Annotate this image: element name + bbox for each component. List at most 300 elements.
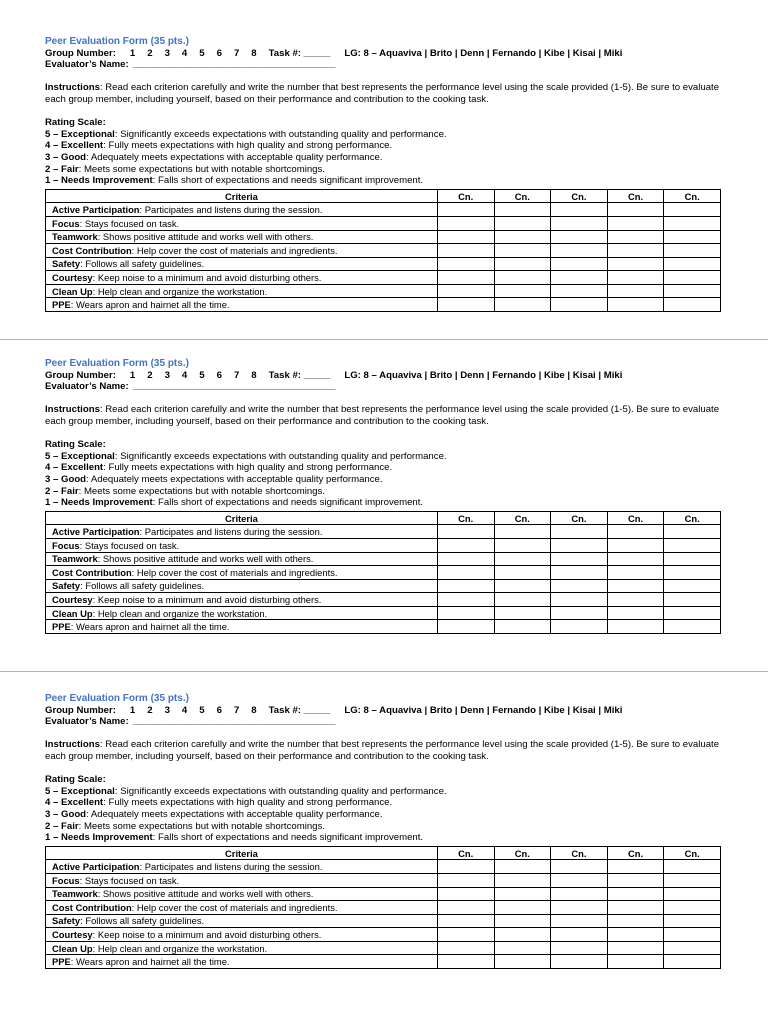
criterion-description: : Keep noise to a minimum and avoid disturbing others.	[92, 272, 322, 284]
criterion-cell	[46, 257, 438, 271]
criterion-label: Safety	[52, 580, 81, 592]
score-cell[interactable]	[607, 593, 664, 607]
table-header-row	[46, 846, 721, 860]
group-number-option[interactable]: 8	[251, 704, 257, 716]
evaluator-label: Evaluator’s Name:	[45, 59, 129, 71]
group-number-option[interactable]: 4	[181, 369, 188, 381]
evaluator-name-field[interactable]: ______________________________________	[132, 381, 336, 393]
table-row	[46, 941, 721, 955]
score-cell[interactable]	[607, 257, 664, 271]
group-number-option[interactable]: 3	[164, 369, 170, 381]
score-cell[interactable]	[664, 525, 721, 539]
score-cell[interactable]	[607, 941, 664, 955]
rating-scale-title: Rating Scale:	[45, 774, 106, 786]
rating-description: : Adequately meets expectations with acceptable quality performance.	[86, 808, 383, 820]
criterion-description: : Follows all safety guidelines.	[80, 915, 205, 927]
rating-scale-title: Rating Scale:	[45, 439, 106, 451]
score-cell[interactable]	[607, 244, 664, 258]
criterion-cell	[46, 941, 438, 955]
evaluator-line	[45, 59, 721, 71]
criterion-description: : Help clean and organize the workstation.	[92, 942, 268, 954]
criterion-cell	[46, 244, 438, 258]
rating-label: 4 – Excellent	[45, 140, 104, 152]
group-number-option[interactable]: 7	[233, 369, 240, 381]
score-cell[interactable]	[437, 901, 494, 915]
instructions-label: Instructions	[45, 82, 100, 94]
instructions	[45, 739, 721, 762]
score-cell[interactable]	[551, 538, 608, 552]
score-cell[interactable]	[494, 552, 551, 566]
table-row	[46, 298, 721, 312]
member-column-header: Cn.	[437, 511, 494, 525]
group-number-label: Group Number:	[45, 369, 116, 381]
score-cell[interactable]	[551, 216, 608, 230]
score-cell[interactable]	[664, 216, 721, 230]
group-number-line	[45, 48, 721, 60]
score-cell[interactable]	[607, 538, 664, 552]
group-number-option[interactable]: 2	[147, 369, 153, 381]
member-column-header: Cn.	[551, 846, 608, 860]
criterion-description: : Follows all safety guidelines.	[80, 258, 205, 270]
score-cell[interactable]	[494, 271, 551, 285]
score-cell[interactable]	[664, 257, 721, 271]
score-cell[interactable]	[494, 606, 551, 620]
score-cell[interactable]	[607, 230, 664, 244]
instructions-text: : Read each criterion carefully and write the number that best represents the performance level using the scale provided (1-5). Be sure to evaluate each group member, including yourself, based on their performance and contribution to the cooking task.	[45, 82, 720, 105]
score-cell[interactable]	[494, 928, 551, 942]
score-cell[interactable]	[607, 620, 664, 634]
criterion-description: : Stays focused on task.	[79, 539, 180, 551]
member-column-header: Cn.	[664, 511, 721, 525]
score-cell[interactable]	[607, 298, 664, 312]
score-cell[interactable]	[437, 552, 494, 566]
score-cell[interactable]	[494, 538, 551, 552]
criterion-description: : Participates and listens during the session.	[139, 861, 323, 873]
rating-description: : Meets some expectations but with notable shortcomings.	[78, 820, 325, 832]
score-cell[interactable]	[437, 566, 494, 580]
score-cell[interactable]	[664, 620, 721, 634]
score-cell[interactable]	[551, 887, 608, 901]
evaluator-line	[45, 381, 721, 393]
score-cell[interactable]	[607, 216, 664, 230]
group-number-option[interactable]: 8	[251, 369, 257, 381]
score-cell[interactable]	[494, 579, 551, 593]
instructions-label: Instructions	[45, 739, 100, 751]
evaluator-label: Evaluator’s Name:	[45, 381, 129, 393]
score-cell[interactable]	[494, 298, 551, 312]
task-label: Task #: _____	[268, 369, 331, 381]
criterion-label: PPE	[52, 299, 71, 311]
member-column-header: Cn.	[437, 189, 494, 203]
member-column-header: Cn.	[664, 189, 721, 203]
score-cell[interactable]	[437, 203, 494, 217]
score-cell[interactable]	[494, 284, 551, 298]
criteria-header: Criteria	[46, 846, 438, 860]
score-cell[interactable]	[607, 284, 664, 298]
table-row	[46, 257, 721, 271]
score-cell[interactable]	[494, 244, 551, 258]
criterion-cell	[46, 620, 438, 634]
score-cell[interactable]	[494, 230, 551, 244]
table-row	[46, 230, 721, 244]
peer-evaluation-form	[45, 36, 721, 312]
criterion-label: Teamwork	[52, 888, 98, 900]
criterion-description: : Keep noise to a minimum and avoid disturbing others.	[92, 594, 322, 606]
peer-evaluation-form	[45, 693, 721, 969]
rating-item	[45, 164, 721, 176]
rating-scale-title: Rating Scale:	[45, 117, 106, 129]
member-column-header: Cn.	[551, 189, 608, 203]
score-cell[interactable]	[437, 593, 494, 607]
rating-item	[45, 797, 721, 809]
table-row	[46, 216, 721, 230]
score-cell[interactable]	[551, 244, 608, 258]
rating-description: : Fully meets expectations with high quality and strong performance.	[103, 797, 393, 809]
score-cell[interactable]	[664, 887, 721, 901]
group-number-option[interactable]: 6	[216, 47, 222, 59]
score-cell[interactable]	[437, 873, 494, 887]
score-cell[interactable]	[664, 284, 721, 298]
instructions-label: Instructions	[45, 404, 100, 416]
score-cell[interactable]	[494, 620, 551, 634]
group-number-option[interactable]: 1	[129, 369, 136, 381]
criterion-cell	[46, 216, 438, 230]
group-number-option[interactable]: 8	[251, 47, 257, 59]
score-cell[interactable]	[664, 901, 721, 915]
table-header-row	[46, 511, 721, 525]
score-cell[interactable]	[551, 860, 608, 874]
score-cell[interactable]	[551, 230, 608, 244]
criterion-cell	[46, 928, 438, 942]
table-row	[46, 203, 721, 217]
divider-1	[0, 339, 768, 340]
criterion-cell	[46, 887, 438, 901]
criterion-label: Teamwork	[52, 553, 98, 565]
score-cell[interactable]	[437, 579, 494, 593]
score-cell[interactable]	[551, 525, 608, 539]
group-number-option[interactable]: 4	[181, 47, 188, 59]
table-row	[46, 928, 721, 942]
criterion-cell	[46, 579, 438, 593]
score-cell[interactable]	[494, 566, 551, 580]
score-cell[interactable]	[607, 901, 664, 915]
rating-scale-list	[45, 786, 721, 844]
score-cell[interactable]	[437, 525, 494, 539]
rating-description: : Falls short of expectations and needs significant improvement.	[152, 497, 424, 509]
score-cell[interactable]	[551, 928, 608, 942]
score-cell[interactable]	[607, 271, 664, 285]
score-cell[interactable]	[494, 257, 551, 271]
score-cell[interactable]	[551, 873, 608, 887]
score-cell[interactable]	[494, 955, 551, 969]
rating-label: 4 – Excellent	[45, 462, 104, 474]
criterion-description: : Help cover the cost of materials and ingredients.	[131, 244, 338, 256]
member-column-header: Cn.	[664, 846, 721, 860]
rating-item	[45, 497, 721, 509]
rating-label: 1 – Needs Improvement	[45, 175, 153, 187]
instructions-text: : Read each criterion carefully and write the number that best represents the performance level using the scale provided (1-5). Be sure to evaluate each group member, including yourself, based on their performance and contribution to the cooking task.	[45, 739, 720, 762]
score-cell[interactable]	[437, 538, 494, 552]
table-row	[46, 538, 721, 552]
group-number-option[interactable]: 5	[199, 369, 205, 381]
group-number-option[interactable]: 6	[216, 369, 222, 381]
rating-scale-list	[45, 129, 721, 187]
rating-label: 2 – Fair	[45, 485, 79, 497]
form-title: Peer Evaluation Form (35 pts.)	[45, 36, 189, 47]
score-cell[interactable]	[437, 271, 494, 285]
criterion-description: : Help cover the cost of materials and ingredients.	[131, 901, 338, 913]
score-cell[interactable]	[551, 271, 608, 285]
group-number-option[interactable]: 1	[129, 704, 136, 716]
criterion-label: PPE	[52, 621, 71, 633]
criterion-label: Safety	[52, 915, 81, 927]
score-cell[interactable]	[494, 203, 551, 217]
criterion-label: PPE	[52, 956, 71, 968]
criterion-description: : Stays focused on task.	[79, 874, 180, 886]
criterion-description: : Help cover the cost of materials and ingredients.	[131, 566, 338, 578]
table-row	[46, 593, 721, 607]
score-cell[interactable]	[437, 244, 494, 258]
score-cell[interactable]	[551, 941, 608, 955]
member-column-header: Cn.	[607, 189, 664, 203]
score-cell[interactable]	[494, 525, 551, 539]
criterion-description: : Follows all safety guidelines.	[80, 580, 205, 592]
score-cell[interactable]	[551, 298, 608, 312]
criterion-cell	[46, 298, 438, 312]
score-cell[interactable]	[607, 606, 664, 620]
form-title: Peer Evaluation Form (35 pts.)	[45, 693, 189, 704]
criterion-label: Focus	[52, 539, 80, 551]
group-number-option[interactable]: 2	[147, 704, 153, 716]
task-label: Task #: _____	[268, 47, 331, 59]
evaluator-label: Evaluator’s Name:	[45, 716, 129, 728]
member-column-header: Cn.	[551, 511, 608, 525]
group-number-option[interactable]: 3	[164, 704, 170, 716]
rating-label: 5 – Exceptional	[45, 128, 115, 140]
rating-label: 3 – Good	[45, 808, 87, 820]
group-number-option[interactable]: 1	[129, 47, 136, 59]
criterion-cell	[46, 860, 438, 874]
group-number-label: Group Number:	[45, 47, 116, 59]
table-header-row	[46, 189, 721, 203]
instructions-text: : Read each criterion carefully and write the number that best represents the performance level using the scale provided (1-5). Be sure to evaluate each group member, including yourself, based on their performance and contribution to the cooking task.	[45, 404, 720, 427]
score-cell[interactable]	[664, 593, 721, 607]
criterion-description: : Shows positive attitude and works well with others.	[97, 231, 314, 243]
score-cell[interactable]	[607, 203, 664, 217]
evaluation-table	[45, 846, 721, 969]
score-cell[interactable]	[437, 257, 494, 271]
rating-item	[45, 462, 721, 474]
score-cell[interactable]	[607, 566, 664, 580]
score-cell[interactable]	[664, 298, 721, 312]
criterion-label: Active Participation	[52, 204, 140, 216]
score-cell[interactable]	[494, 901, 551, 915]
rating-description: : Fully meets expectations with high quality and strong performance.	[103, 140, 393, 152]
lg-members: LG: 8 – Aquaviva | Brito | Denn | Fernando | Kibe | Kisai | Miki	[344, 47, 623, 59]
score-cell[interactable]	[607, 525, 664, 539]
score-cell[interactable]	[607, 955, 664, 969]
table-row	[46, 525, 721, 539]
evaluator-name-field[interactable]: ______________________________________	[132, 716, 336, 728]
group-number-line	[45, 370, 721, 382]
score-cell[interactable]	[494, 593, 551, 607]
score-cell[interactable]	[664, 566, 721, 580]
rating-item	[45, 809, 721, 821]
criterion-label: Teamwork	[52, 231, 98, 243]
score-cell[interactable]	[551, 955, 608, 969]
criterion-description: : Stays focused on task.	[79, 217, 180, 229]
criterion-cell	[46, 901, 438, 915]
score-cell[interactable]	[664, 860, 721, 874]
rating-description: : Falls short of expectations and needs significant improvement.	[152, 832, 424, 844]
criterion-label: Active Participation	[52, 526, 140, 538]
table-row	[46, 271, 721, 285]
score-cell[interactable]	[437, 620, 494, 634]
rating-description: : Significantly exceeds expectations with outstanding quality and performance.	[114, 450, 447, 462]
group-number-label: Group Number:	[45, 704, 116, 716]
criterion-cell	[46, 538, 438, 552]
score-cell[interactable]	[437, 860, 494, 874]
score-cell[interactable]	[551, 566, 608, 580]
criterion-label: Active Participation	[52, 861, 140, 873]
rating-description: : Significantly exceeds expectations with outstanding quality and performance.	[114, 128, 447, 140]
rating-item	[45, 152, 721, 164]
score-cell[interactable]	[494, 887, 551, 901]
criterion-description: : Participates and listens during the session.	[139, 526, 323, 538]
score-cell[interactable]	[437, 941, 494, 955]
criterion-cell	[46, 593, 438, 607]
score-cell[interactable]	[664, 271, 721, 285]
score-cell[interactable]	[607, 579, 664, 593]
score-cell[interactable]	[437, 887, 494, 901]
score-cell[interactable]	[607, 914, 664, 928]
member-column-header: Cn.	[607, 846, 664, 860]
score-cell[interactable]	[494, 873, 551, 887]
lg-members: LG: 8 – Aquaviva | Brito | Denn | Fernando | Kibe | Kisai | Miki	[344, 704, 623, 716]
table-row	[46, 552, 721, 566]
score-cell[interactable]	[551, 257, 608, 271]
rating-description: : Meets some expectations but with notable shortcomings.	[78, 485, 325, 497]
criteria-header: Criteria	[46, 189, 438, 203]
evaluator-name-field[interactable]: ______________________________________	[132, 59, 336, 71]
group-number-option[interactable]: 5	[199, 704, 205, 716]
score-cell[interactable]	[664, 606, 721, 620]
score-cell[interactable]	[551, 606, 608, 620]
score-cell[interactable]	[607, 873, 664, 887]
criterion-cell	[46, 525, 438, 539]
score-cell[interactable]	[551, 620, 608, 634]
rating-item	[45, 451, 721, 463]
score-cell[interactable]	[664, 552, 721, 566]
group-number-option[interactable]: 7	[233, 704, 240, 716]
score-cell[interactable]	[551, 552, 608, 566]
group-number-options	[130, 48, 269, 59]
table-row	[46, 860, 721, 874]
criterion-cell	[46, 566, 438, 580]
score-cell[interactable]	[664, 230, 721, 244]
table-row	[46, 620, 721, 634]
criterion-label: Safety	[52, 258, 81, 270]
score-cell[interactable]	[607, 928, 664, 942]
rating-label: 5 – Exceptional	[45, 450, 115, 462]
group-number-option[interactable]: 7	[233, 47, 240, 59]
criterion-cell	[46, 914, 438, 928]
score-cell[interactable]	[551, 901, 608, 915]
score-cell[interactable]	[437, 955, 494, 969]
score-cell[interactable]	[437, 928, 494, 942]
score-cell[interactable]	[551, 914, 608, 928]
score-cell[interactable]	[551, 579, 608, 593]
score-cell[interactable]	[494, 860, 551, 874]
score-cell[interactable]	[494, 941, 551, 955]
score-cell[interactable]	[664, 914, 721, 928]
evaluation-table	[45, 189, 721, 312]
score-cell[interactable]	[664, 579, 721, 593]
score-cell[interactable]	[664, 928, 721, 942]
score-cell[interactable]	[494, 216, 551, 230]
table-row	[46, 955, 721, 969]
score-cell[interactable]	[437, 284, 494, 298]
criterion-cell	[46, 873, 438, 887]
criterion-label: Courtesy	[52, 929, 93, 941]
criterion-description: : Shows positive attitude and works well with others.	[97, 553, 314, 565]
rating-item	[45, 832, 721, 844]
criteria-header: Criteria	[46, 511, 438, 525]
criterion-label: Focus	[52, 217, 80, 229]
table-row	[46, 244, 721, 258]
score-cell[interactable]	[607, 552, 664, 566]
lg-members: LG: 8 – Aquaviva | Brito | Denn | Fernando | Kibe | Kisai | Miki	[344, 369, 623, 381]
rating-description: : Falls short of expectations and needs significant improvement.	[152, 175, 424, 187]
score-cell[interactable]	[664, 941, 721, 955]
rating-item	[45, 786, 721, 798]
score-cell[interactable]	[551, 203, 608, 217]
score-cell[interactable]	[664, 203, 721, 217]
score-cell[interactable]	[437, 298, 494, 312]
score-cell[interactable]	[551, 284, 608, 298]
score-cell[interactable]	[551, 593, 608, 607]
member-column-header: Cn.	[607, 511, 664, 525]
rating-label: 2 – Fair	[45, 820, 79, 832]
score-cell[interactable]	[494, 914, 551, 928]
score-cell[interactable]	[437, 216, 494, 230]
group-number-option[interactable]: 4	[181, 704, 188, 716]
score-cell[interactable]	[664, 538, 721, 552]
rating-item	[45, 140, 721, 152]
criterion-label: Clean Up	[52, 607, 93, 619]
rating-item	[45, 474, 721, 486]
score-cell[interactable]	[607, 860, 664, 874]
score-cell[interactable]	[664, 955, 721, 969]
score-cell[interactable]	[437, 914, 494, 928]
rating-label: 2 – Fair	[45, 163, 79, 175]
criterion-label: Clean Up	[52, 285, 93, 297]
group-number-option[interactable]: 5	[199, 47, 205, 59]
score-cell[interactable]	[607, 887, 664, 901]
score-cell[interactable]	[437, 230, 494, 244]
member-column-header: Cn.	[437, 846, 494, 860]
criterion-label: Cost Contribution	[52, 901, 132, 913]
score-cell[interactable]	[437, 606, 494, 620]
group-number-option[interactable]: 2	[147, 47, 153, 59]
rating-description: : Significantly exceeds expectations with outstanding quality and performance.	[114, 785, 447, 797]
score-cell[interactable]	[664, 244, 721, 258]
group-number-option[interactable]: 6	[216, 704, 222, 716]
table-row	[46, 284, 721, 298]
score-cell[interactable]	[664, 873, 721, 887]
criterion-description: : Wears apron and hairnet all the time.	[70, 299, 230, 311]
group-number-option[interactable]: 3	[164, 47, 170, 59]
